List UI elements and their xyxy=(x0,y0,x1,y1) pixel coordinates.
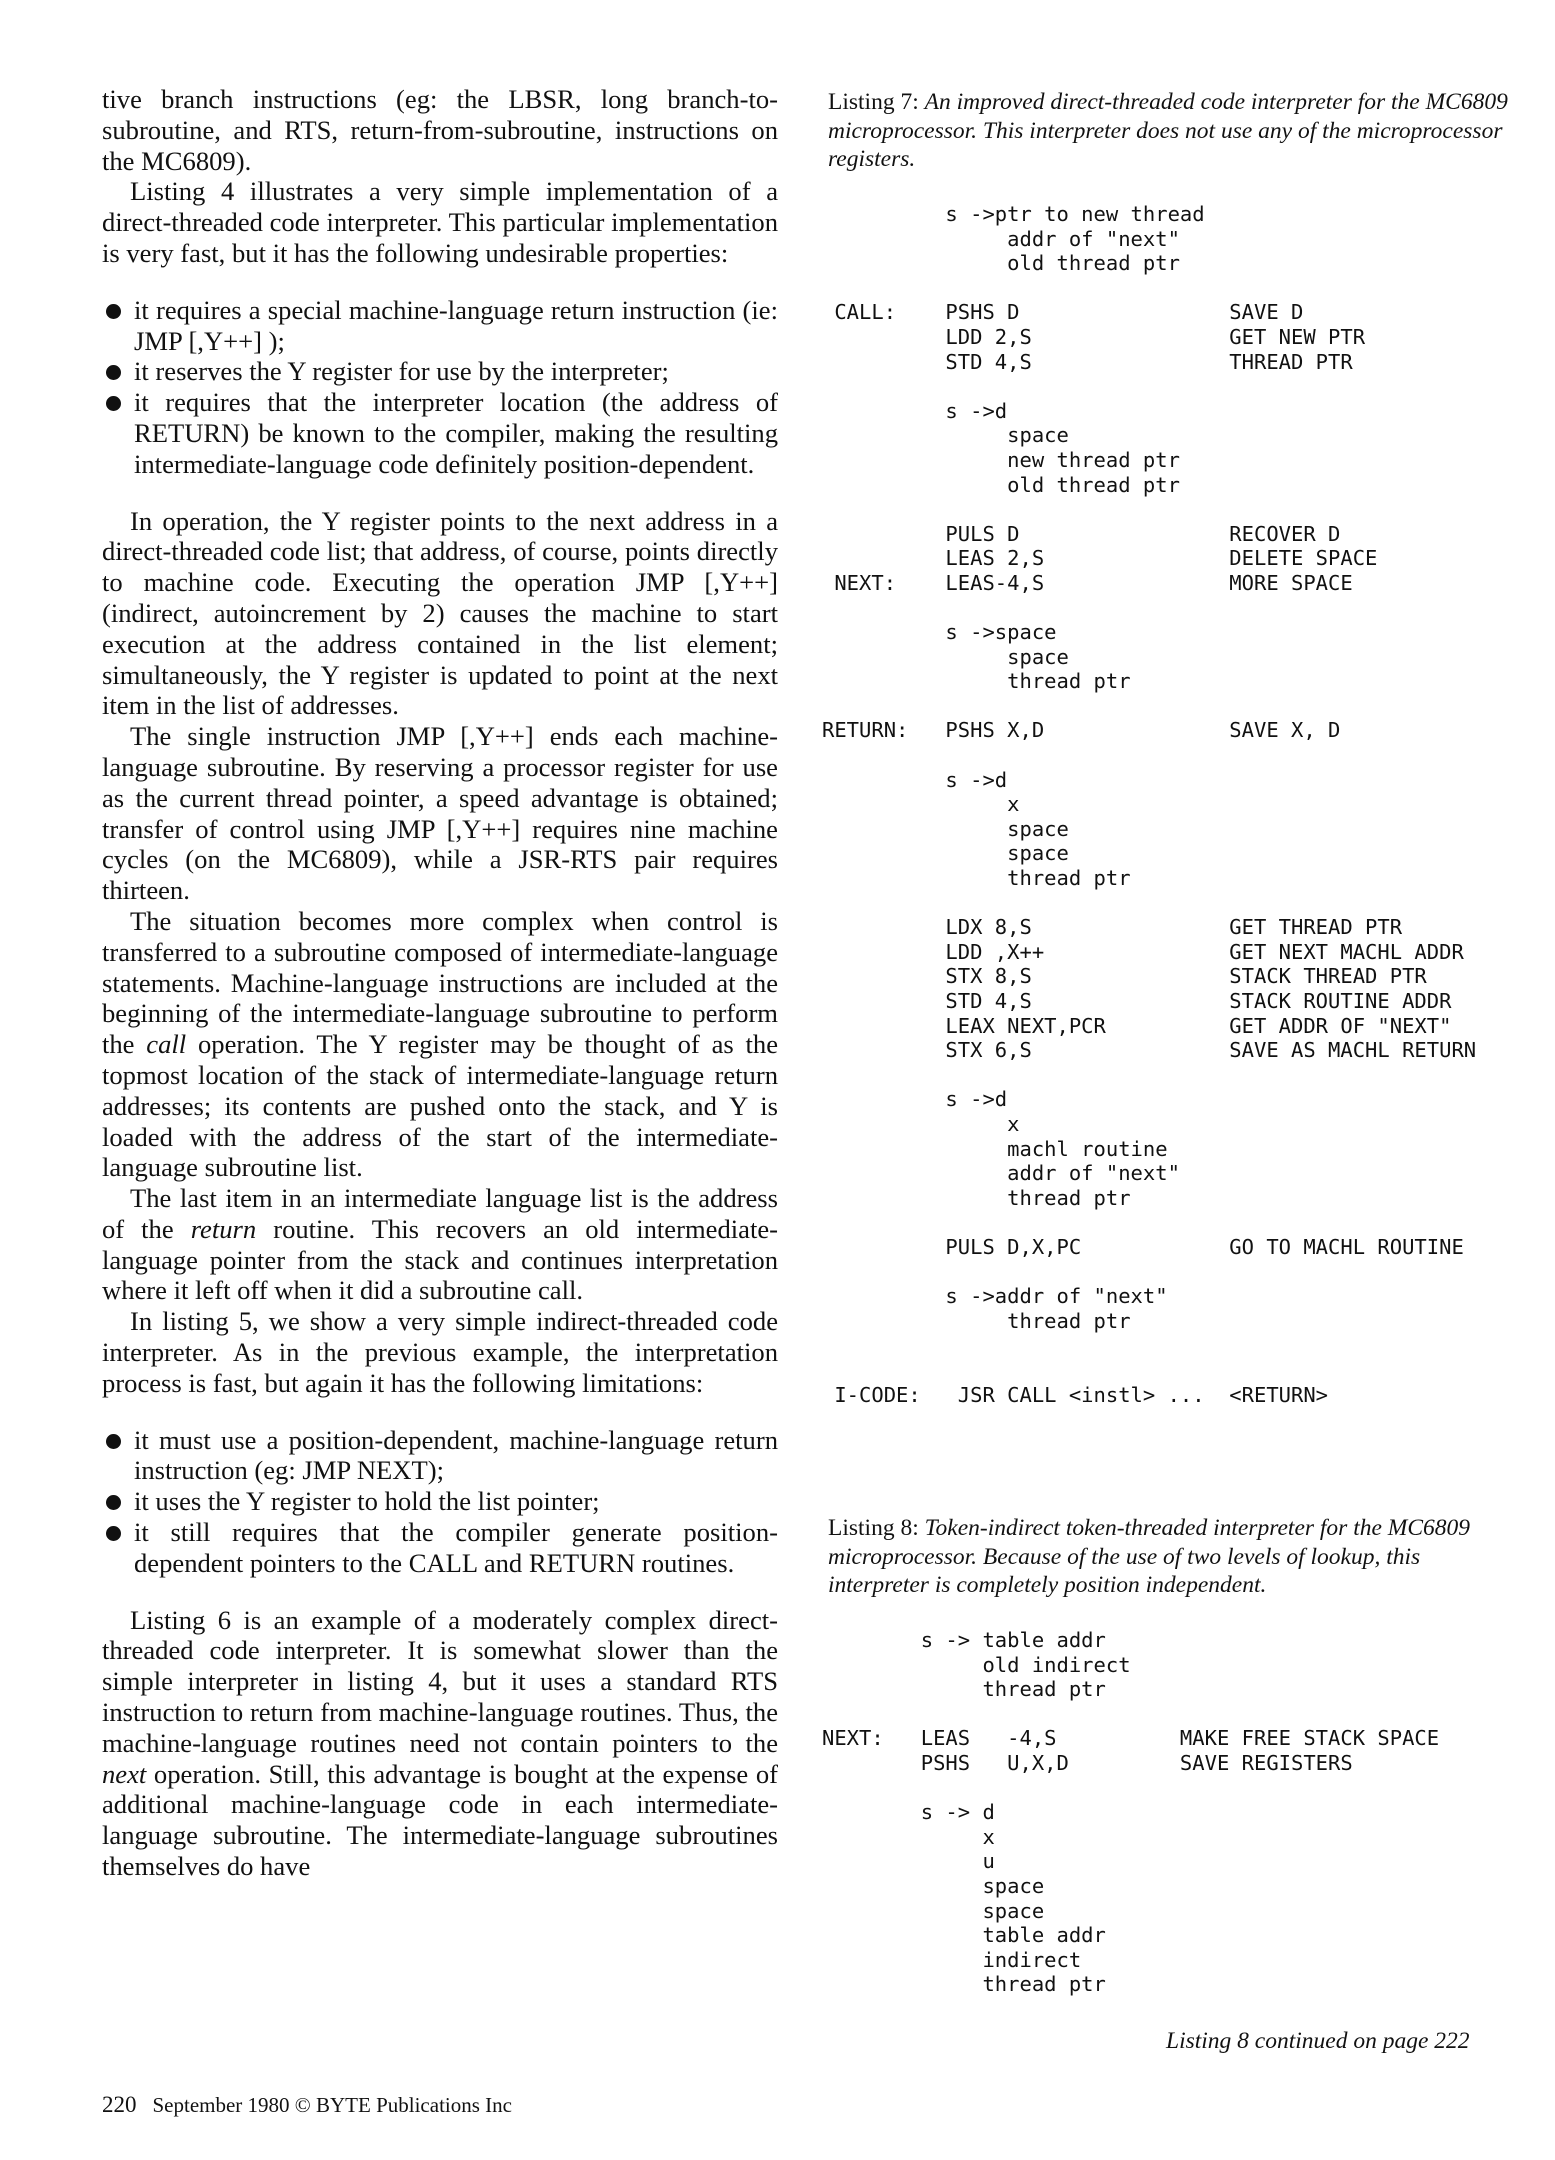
left-column xyxy=(102,84,778,1882)
bullet-dot xyxy=(106,1434,121,1449)
list-item: it requires a special machine-language return instruction (ie: JMP [,Y++] ); xyxy=(102,295,778,357)
continued-note: Listing 8 continued on page 222 xyxy=(1166,2028,1470,2054)
paragraph-3: In operation, the Y register points to the next address in a direct-threaded code list; that address, of course, points directly to machine code. Executing the operation JMP [,Y++] (indirect, autoincrement by 2) causes the machine to start execution at the address contained in the list element; simultaneously, the Y register is updated to point at the next item in the list of addresses. xyxy=(102,505,778,721)
paragraph-2: Listing 4 illustrates a very simple implementation of a direct-threaded code interpreter. This particular implementation is very fast, but it has the following undesirable properties: xyxy=(102,176,778,268)
listing-7-code: s ->ptr to new thread addr of "next" old thread ptr CALL: PSHS D SAVE D LDD 2,S GET NEW PTR STD 4,S THREAD PTR s ->d space new thread ptr old thread ptr PULS D RECOVER D LEAS 2,S DELETE SPACE NEXT: LEAS-4,S MORE SPACE s ->space space thread ptr RETURN: PSHS X,D SAVE X, D s ->d x space space thread ptr LDX 8,S GET THREAD PTR LDD ,X++ GET NEXT MACHL ADDR STX 8,S STACK THREAD PTR STD 4,S STACK ROUTINE ADDR LEAX NEXT,PCR GET ADDR OF "NEXT" STX 6,S SAVE AS MACHL RETURN s ->d x machl routine addr of "next" thread ptr PULS D,X,PC GO TO MACHL ROUTINE s ->addr of "next" thread ptr I-CODE: JSR CALL <instl> ... <RETURN> xyxy=(822,202,1477,1407)
listing-7-caption: Listing 7: An improved direct-threaded code interpreter for the MC6809 microprocessor. This interpreter does not use any of the microprocessor registers. xyxy=(828,89,1508,173)
paragraph-1: tive branch instructions (eg: the LBSR, long branch-to-subroutine, and RTS, return-from-subroutine, instructions on the MC6809). xyxy=(102,84,778,176)
bullet-dot xyxy=(106,1495,121,1510)
list-item: it must use a position-dependent, machine-language return instruction (eg: JMP NEXT); xyxy=(102,1425,778,1487)
bullet-dot xyxy=(106,1526,121,1541)
page-number: 220 xyxy=(102,2092,137,2117)
footer-credit: September 1980 © BYTE Publications Inc xyxy=(152,2093,512,2117)
bullet-dot xyxy=(106,396,121,411)
bullet-dot xyxy=(106,365,121,380)
paragraph-6: The last item in an intermediate language list is the address of the return routine. This recovers an old intermediate-language pointer from the stack and continues interpretation where it left off when it did a subroutine call. xyxy=(102,1183,778,1306)
list-item: it requires that the interpreter location (the address of RETURN) be known to the compiler, making the resulting intermediate-language code definitely position-dependent. xyxy=(102,387,778,479)
bullet-list-2 xyxy=(102,1425,778,1579)
list-item: it still requires that the compiler generate position-dependent pointers to the CALL and RETURN routines. xyxy=(102,1517,778,1579)
paragraph-7: In listing 5, we show a very simple indirect-threaded code interpreter. As in the previous example, the interpretation process is fast, but again it has the following limitations: xyxy=(102,1306,778,1398)
listing-8-caption: Listing 8: Token-indirect token-threaded interpreter for the MC6809 microprocessor. Because of the use of two levels of lookup, this interpreter is completely position independent. xyxy=(828,1515,1471,1599)
list-item: it reserves the Y register for use by the interpreter; xyxy=(102,356,778,387)
listing-8-code: s -> table addr old indirect thread ptr NEXT: LEAS -4,S MAKE FREE STACK SPACE PSHS U,X,D SAVE REGISTERS s -> d x u space space table addr indirect thread ptr xyxy=(822,1628,1440,1997)
paragraph-4: The single instruction JMP [,Y++] ends each machine-language subroutine. By reserving a processor register for use as the current thread pointer, a speed advantage is obtained; transfer of control using JMP [,Y++] requires nine machine cycles (on the MC6809), while a JSR-RTS pair requires thirteen. xyxy=(102,721,778,906)
paragraph-8: Listing 6 is an example of a moderately complex direct-threaded code interpreter. It is somewhat slower than the simple interpreter in listing 4, but it uses a standard RTS instruction to return from machine-language routines. Thus, the machine-language routines need not contain pointers to the next operation. Still, this advantage is bought at the expense of additional machine-language code in each intermediate-language subroutine. The intermediate-language subroutines themselves do have xyxy=(102,1604,778,1882)
page-footer xyxy=(102,2092,512,2118)
list-item: it uses the Y register to hold the list pointer; xyxy=(102,1486,778,1517)
paragraph-5: The situation becomes more complex when control is transferred to a subroutine composed of intermediate-language statements. Machine-language instructions are included at the beginning of the intermediate-language subroutine to perform the call operation. The Y register may be thought of as the topmost location of the stack of intermediate-language return addresses; its contents are pushed onto the stack, and Y is loaded with the address of the start of the intermediate-language subroutine list. xyxy=(102,905,779,1183)
bullet-list-1 xyxy=(102,295,778,480)
bullet-dot xyxy=(106,304,121,319)
